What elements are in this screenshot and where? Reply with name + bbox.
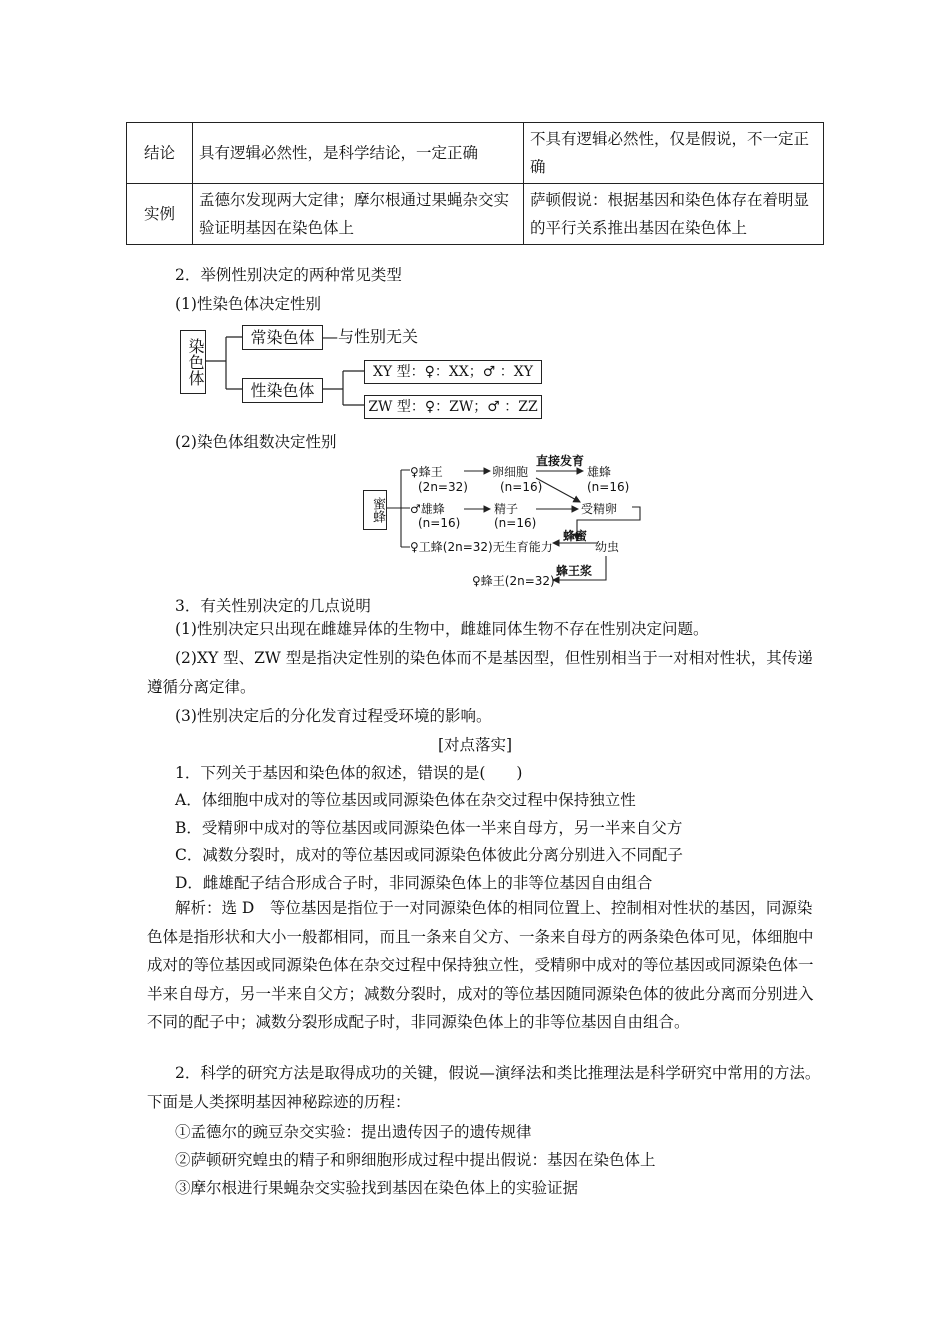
sperm-label: 精子 <box>494 502 519 516</box>
subsection-title: (2)染色体组数决定性别 <box>175 433 337 451</box>
option-c: C．减数分裂时，成对的等位基因或同源染色体彼此分离分别进入不同配子 <box>175 846 683 864</box>
queen-ploidy: (2n=32) <box>418 480 468 494</box>
table-cell: 萨顿假说：根据基因和染色体存在着明显的平行关系推出基因在染色体上 <box>524 184 824 245</box>
paragraph: (1)性别决定只出现在雌雄异体的生物中，雌雄同体生物不存在性别决定问题。 <box>175 620 709 638</box>
bee-diagram-arrows <box>0 0 950 600</box>
sperm-ploidy: (n=16) <box>494 516 537 530</box>
row-label: 结论 <box>127 123 193 184</box>
table-cell: 不具有逻辑必然性，仅是假说，不一定正确 <box>524 123 824 184</box>
queen-result-label: ♀蜂王(2n=32) <box>472 574 555 588</box>
autosome-box: 常染色体 <box>242 325 323 350</box>
autosome-note: —与性别无关 <box>322 327 419 346</box>
table-cell: 孟德尔发现两大定律；摩尔根通过果蝇杂交实验证明基因在染色体上 <box>193 184 524 245</box>
section-title: 2．举例性别决定的两种常见类型 <box>175 266 402 284</box>
row-label: 实例 <box>127 184 193 245</box>
egg-label: 卵细胞 <box>492 465 529 479</box>
drone-label: ♂雄蜂 <box>410 502 445 516</box>
paragraph: (3)性别决定后的分化发育过程受环境的影响。 <box>175 707 492 725</box>
queen-label: ♀蜂王 <box>410 465 443 479</box>
paragraph: (2)XY 型、ZW 型是指决定性别的染色体而不是基因型，但性别相当于一对相对性状，其传递遵循分离定律。 <box>147 649 813 696</box>
option-d: D．雌雄配子结合形成合子时，非同源染色体上的非等位基因自由组合 <box>175 874 653 892</box>
question-2: 2．科学的研究方法是取得成功的关键，假说—演绎法和类比推理法是科学研究中常用的方法。下面是人类探明基因神秘踪迹的历程： <box>147 1064 821 1111</box>
drone-ploidy: (n=16) <box>418 516 461 530</box>
list-item: ③摩尔根进行果蝇杂交实验找到基因在染色体上的实验证据 <box>175 1179 579 1197</box>
xy-type-box: XY 型：♀：XX；♂ ：XY <box>364 360 542 384</box>
egg-ploidy: (n=16) <box>500 480 543 494</box>
direct-development-label: 直接发育 <box>536 454 585 468</box>
section-title: 3．有关性别决定的几点说明 <box>175 597 371 615</box>
table-cell: 具有逻辑必然性，是科学结论，一定正确 <box>193 123 524 184</box>
analysis-paragraph: 解析：选 D 等位基因是指位于一对同源染色体的相同位置上、控制相对性状的基因，同源染色体是指形状和大小一般都相同，而且一条来自父方、一条来自母方的两条染色体可见，体细胞中成对的等位基因或同源染色体在杂交过程中保持独立性，受精卵中成对的等位基因或同源染色体一半来自母方，另一半来自父方；减数分裂时，成对的等位基因随同源染色体的彼此分离而分别进入不同的配子中；减数分裂形成配子时，非同源染色体上的非等位基因自由组合。 <box>147 899 814 1031</box>
sex-chromosome-box: 性染色体 <box>242 378 323 403</box>
subsection-title: (1)性染色体决定性别 <box>175 295 321 313</box>
larva-label: 幼虫 <box>595 540 620 554</box>
honey-label: 蜂蜜 <box>563 529 588 543</box>
list-item: ②萨顿研究蝗虫的精子和卵细胞形成过程中提出假说：基因在染色体上 <box>175 1151 656 1169</box>
zw-type-box: ZW 型：♀：ZW；♂ ：ZZ <box>364 395 542 419</box>
drone-result-ploidy: (n=16) <box>587 480 630 494</box>
option-a: A．体细胞中成对的等位基因或同源染色体在杂交过程中保持独立性 <box>175 791 636 809</box>
option-b: B．受精卵中成对的等位基因或同源染色体一半来自母方，另一半来自父方 <box>175 819 683 837</box>
bee-root-box: 蜜蜂 <box>363 490 387 530</box>
practice-header: [对点落实] <box>437 736 513 754</box>
list-item: ①孟德尔的豌豆杂交实验：提出遗传因子的遗传规律 <box>175 1123 532 1141</box>
drone-result-label: 雄蜂 <box>587 465 612 479</box>
question-1: 1．下列关于基因和染色体的叙述，错误的是( ) <box>175 764 523 782</box>
zygote-label: 受精卵 <box>581 502 618 516</box>
worker-label: ♀工蜂(2n=32)无生育能力 <box>410 540 553 554</box>
royal-jelly-label: 蜂王浆 <box>556 564 593 578</box>
chromosome-root-box: 染色体 <box>180 330 206 394</box>
